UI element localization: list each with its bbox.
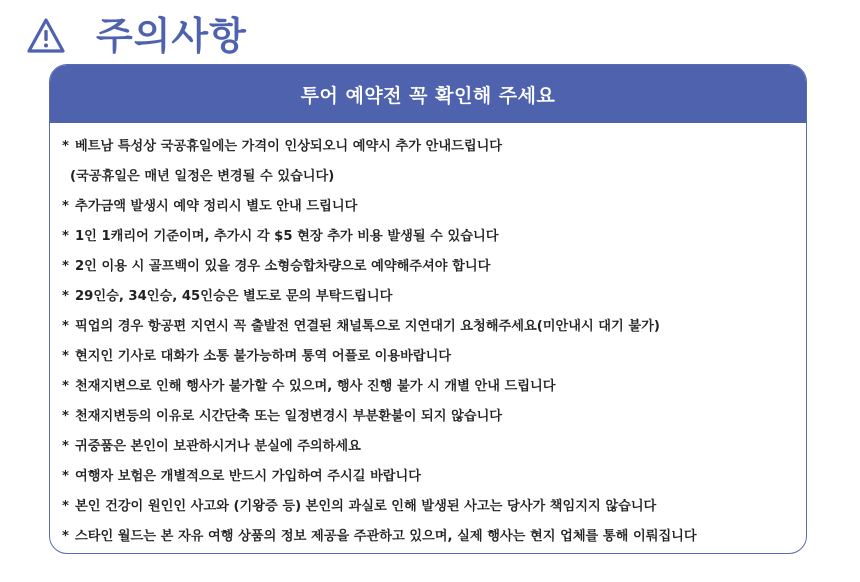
bullet-marker: * (62, 319, 69, 334)
bullet-marker: * (62, 469, 69, 484)
notice-text: 1인 1캐리어 기준이며, 추가시 각 $5 현장 추가 비용 발생될 수 있습니다 (75, 229, 499, 244)
bullet-marker: * (62, 139, 69, 154)
notice-item (62, 402, 806, 432)
bullet-marker: * (62, 529, 69, 544)
notice-item (62, 522, 806, 552)
notice-text: 천재지변등의 이유로 시간단축 또는 일정변경시 부분환불이 되지 않습니다 (75, 409, 503, 424)
notice-item (62, 372, 806, 402)
notice-item (62, 252, 806, 282)
notice-text: 스타인 월드는 본 자유 여행 상품의 정보 제공을 주관하고 있으며, 실제 행사는 현지 업체를 통해 이뤄집니다 (75, 529, 697, 544)
notice-text: (국공휴일은 매년 일정은 변경될 수 있습니다) (70, 169, 335, 184)
notice-text: 본인 건강이 원인인 사고와 (기왕증 등) 본인의 과실로 인해 발생된 사고는 당사가 책임지지 않습니다 (75, 499, 657, 514)
notice-item (62, 342, 806, 372)
page-title-row (26, 8, 247, 64)
notice-item (62, 162, 806, 192)
notice-item (62, 462, 806, 492)
notice-text: 귀중품은 본인이 보관하시거나 분실에 주의하세요 (75, 439, 361, 454)
notice-list (50, 123, 806, 552)
notice-item (62, 192, 806, 222)
bullet-marker: * (62, 229, 69, 244)
bullet-marker: * (62, 199, 69, 214)
notice-text: 추가금액 발생시 예약 정리시 별도 안내 드립니다 (75, 199, 358, 214)
notice-header: 투어 예약전 꼭 확인해 주세요 (50, 65, 806, 123)
bullet-marker: * (62, 439, 69, 454)
notice-text: 2인 이용 시 골프백이 있을 경우 소형승합차량으로 예약해주셔야 합니다 (75, 259, 491, 274)
bullet-marker: * (62, 349, 69, 364)
notice-item (62, 282, 806, 312)
notice-item (62, 222, 806, 252)
notice-text: 천재지변으로 인해 행사가 불가할 수 있으며, 행사 진행 불가 시 개별 안내 드립니다 (75, 379, 556, 394)
bullet-marker: * (62, 409, 69, 424)
bullet-marker: * (62, 289, 69, 304)
warning-icon (26, 17, 66, 55)
notice-text: 여행자 보험은 개별적으로 반드시 가입하여 주시길 바랍니다 (75, 469, 422, 484)
notice-text: 현지인 기사로 대화가 소통 불가능하며 통역 어플로 이용바랍니다 (75, 349, 452, 364)
notice-text: 픽업의 경우 항공편 지연시 꼭 출발전 연결된 채널톡으로 지연대기 요청해주세요(미안내시 대기 불가) (75, 319, 660, 334)
notice-text: 29인승, 34인승, 45인승은 별도로 문의 부탁드립니다 (75, 289, 393, 304)
bullet-marker: * (62, 499, 69, 514)
bullet-marker: * (62, 379, 69, 394)
notice-item (62, 492, 806, 522)
page-title: 주의사항 (96, 14, 247, 58)
notice-box (49, 64, 807, 554)
notice-item (62, 432, 806, 462)
bullet-marker: * (62, 259, 69, 274)
notice-text: 베트남 특성상 국공휴일에는 가격이 인상되오니 예약시 추가 안내드립니다 (75, 139, 503, 154)
notice-item (62, 312, 806, 342)
notice-item (62, 132, 806, 162)
